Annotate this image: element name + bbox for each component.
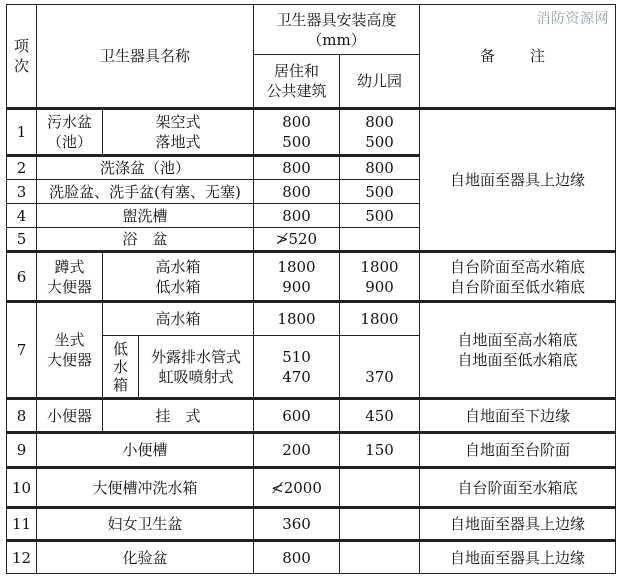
row-6-name: 蹲式 大便器 — [37, 252, 103, 302]
row-8-name: 小便器 — [37, 399, 103, 433]
row-12-remark: 自地面至器具上边缘 — [420, 541, 616, 574]
row-12-name: 化验盆 — [37, 541, 254, 574]
row-7-sub-low-tank: 低 水 箱 — [103, 336, 139, 399]
row-10-kin — [340, 468, 420, 508]
row-7-kin-high: 1800 — [340, 302, 420, 336]
row-9-name: 小便槽 — [37, 433, 254, 468]
row-8-kin: 450 — [340, 399, 420, 433]
header-install-height: 卫生器具安装高度 （mm） — [254, 5, 420, 55]
fixture-height-table — [6, 4, 616, 574]
row-6-remark: 自台阶面至高水箱底 自台阶面至低水箱底 — [420, 252, 616, 302]
row-2-no: 2 — [7, 156, 37, 180]
row-10-name: 大便槽冲洗水箱 — [37, 468, 254, 508]
row-7-remark: 自地面至高水箱底 自地面至低水箱底 — [420, 302, 616, 399]
row-5-no: 5 — [7, 228, 37, 252]
row-1-no: 1 — [7, 109, 37, 156]
row-9-remark: 自地面至台阶面 — [420, 433, 616, 468]
row-10-no: 10 — [7, 468, 37, 508]
row-3-name: 洗脸盆、洗手盆(有塞、无塞) — [37, 180, 254, 204]
row-8-sub: 挂 式 — [103, 399, 254, 433]
row-4-kin: 500 — [340, 204, 420, 228]
row-1-name: 污水盆 （池） — [37, 109, 103, 156]
row-3-res: 800 — [254, 180, 340, 204]
row-1-kin: 800 500 — [340, 109, 420, 156]
header-residential: 居住和 公共建筑 — [254, 55, 340, 109]
row-10-remark: 自台阶面至水箱底 — [420, 468, 616, 508]
row-4-res: 800 — [254, 204, 340, 228]
row-12-res: 800 — [254, 541, 340, 574]
row-4-name: 盥洗槽 — [37, 204, 254, 228]
row-7-kin-low: 370 — [340, 336, 420, 399]
row-1to5-remark: 自地面至器具上边缘 — [420, 109, 616, 252]
row-11-no: 11 — [7, 508, 37, 541]
row-11-name: 妇女卫生盆 — [37, 508, 254, 541]
row-7-sub-high-tank: 高水箱 — [103, 302, 254, 336]
row-10-res: ≮2000 — [254, 468, 340, 508]
row-11-res: 360 — [254, 508, 340, 541]
row-1-sub: 架空式 落地式 — [103, 109, 254, 156]
row-9-kin: 150 — [340, 433, 420, 468]
row-1-res: 800 500 — [254, 109, 340, 156]
row-5-res: ≯520 — [254, 228, 340, 252]
row-11-kin — [340, 508, 420, 541]
row-2-name: 洗涤盆（池） — [37, 156, 254, 180]
row-3-no: 3 — [7, 180, 37, 204]
row-3-kin: 500 — [340, 180, 420, 204]
row-12-no: 12 — [7, 541, 37, 574]
row-6-no: 6 — [7, 252, 37, 302]
row-8-res: 600 — [254, 399, 340, 433]
row-5-name: 浴 盆 — [37, 228, 254, 252]
row-8-no: 8 — [7, 399, 37, 433]
row-7-sub-low-types: 外露排水管式 虹吸喷射式 — [139, 336, 254, 399]
row-7-no: 7 — [7, 302, 37, 399]
row-11-remark: 自地面至器具上边缘 — [420, 508, 616, 541]
row-9-no: 9 — [7, 433, 37, 468]
header-kindergarten: 幼儿园 — [340, 55, 420, 109]
row-5-kin — [340, 228, 420, 252]
row-6-kin: 1800 900 — [340, 252, 420, 302]
row-9-res: 200 — [254, 433, 340, 468]
row-6-sub: 高水箱 低水箱 — [103, 252, 254, 302]
row-8-remark: 自地面至下边缘 — [420, 399, 616, 433]
row-7-res-low: 510 470 — [254, 336, 340, 399]
watermark: 消防资源网 — [536, 11, 609, 27]
row-7-res-high: 1800 — [254, 302, 340, 336]
row-12-kin — [340, 541, 420, 574]
header-item: 项 次 — [7, 5, 37, 109]
header-fixture-name: 卫生器具名称 — [37, 5, 254, 109]
row-6-res: 1800 900 — [254, 252, 340, 302]
row-4-no: 4 — [7, 204, 37, 228]
row-2-res: 800 — [254, 156, 340, 180]
header-remark: 备 注 — [420, 5, 616, 109]
row-7-name: 坐式 大便器 — [37, 302, 103, 399]
row-2-kin: 800 — [340, 156, 420, 180]
